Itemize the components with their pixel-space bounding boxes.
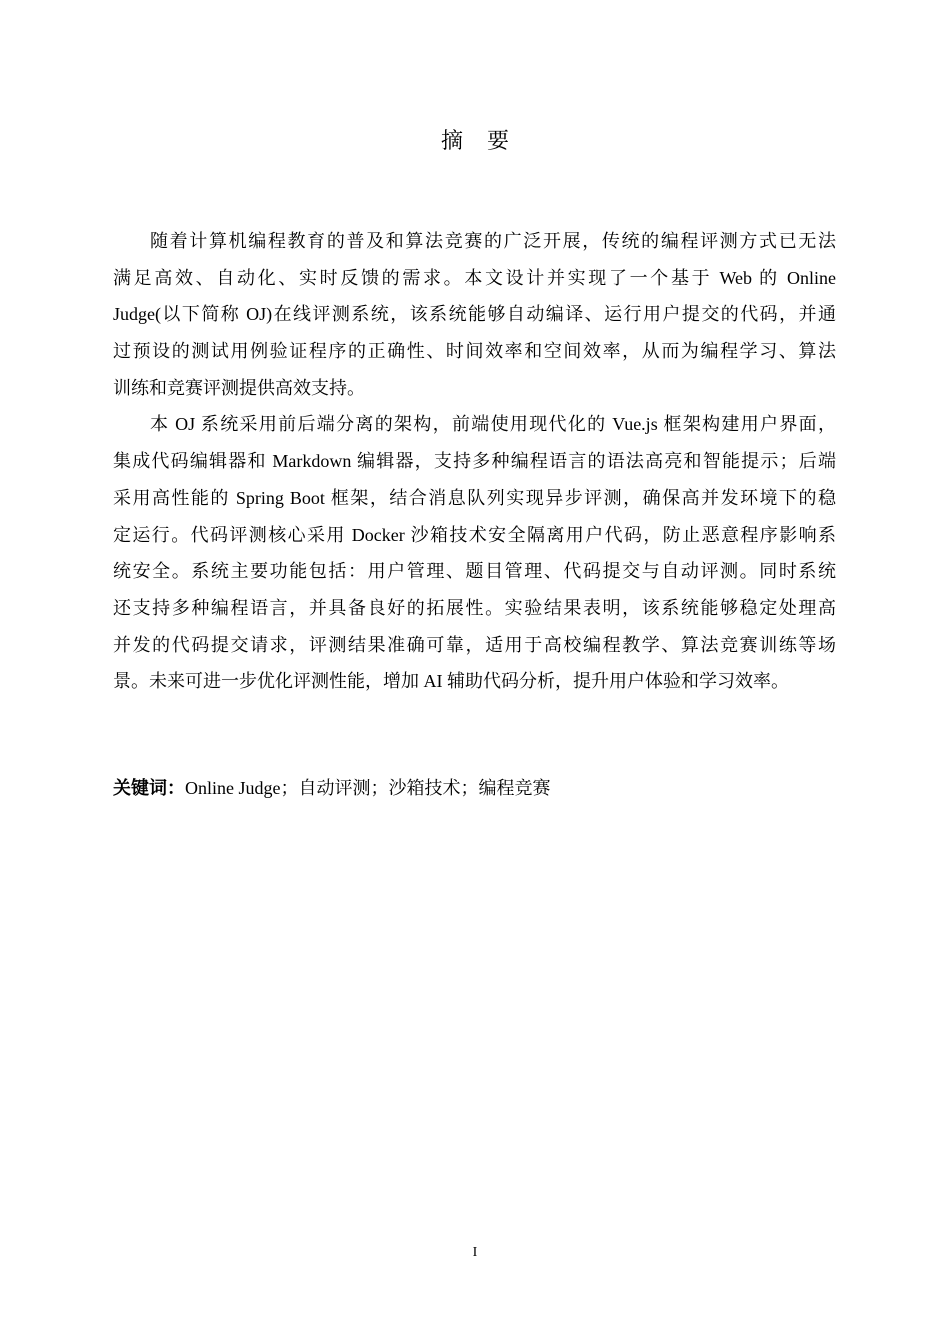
paragraph-line: 随着计算机编程教育的普及和算法竞赛的广泛开展，传统的编程评测方式已无法 (150, 231, 836, 251)
paragraph-line: 定运行。代码评测核心采用 Docker 沙箱技术安全隔离用户代码，防止恶意程序影响系 (113, 524, 836, 545)
paragraph-line: 集成代码编辑器和 Markdown 编辑器，支持多种编程语言的语法高亮和智能提示；后端 (113, 451, 836, 472)
abstract-paragraph (113, 409, 836, 703)
paragraph-line: 统安全。系统主要功能包括：用户管理、题目管理、代码提交与自动评测。同时系统 (113, 561, 836, 582)
paragraph-line: 本 OJ 系统采用前后端分离的架构，前端使用现代化的 Vue.js 框架构建用户界面， (150, 414, 836, 435)
page-title: 摘要 (440, 128, 533, 153)
paragraph-line: 采用高性能的 Spring Boot 框架，结合消息队列实现异步评测，确保高并发环境下的稳 (113, 487, 836, 508)
page-number: I (472, 1245, 478, 1260)
paragraph-line: 并发的代码提交请求，评测结果准确可靠，适用于高校编程教学、算法竞赛训练等场 (113, 634, 836, 655)
paragraph-line: 过预设的测试用例验证程序的正确性、时间效率和空间效率，从而为编程学习、算法 (113, 341, 836, 362)
paragraph-line: Judge(以下简称 OJ)在线评测系统，该系统能够自动编译、运行用户提交的代码，并通 (113, 304, 836, 325)
abstract-paragraph (113, 226, 836, 409)
keywords-label: 关键词： (113, 778, 185, 798)
paragraph-line: 满足高效、自动化、实时反馈的需求。本文设计并实现了一个基于 Web 的 Online (113, 267, 836, 288)
abstract-body (113, 226, 836, 703)
paragraph-line: 还支持多种编程语言，并具备良好的拓展性。实验结果表明，该系统能够稳定处理高 (113, 597, 836, 618)
paragraph-line: 训练和竞赛评测提供高效支持。 (113, 377, 365, 398)
keywords (113, 774, 550, 800)
keywords-value: Online Judge；自动评测；沙箱技术；编程竞赛 (185, 778, 551, 798)
paragraph-line: 景。未来可进一步优化评测性能，增加 AI 辅助代码分析，提升用户体验和学习效率。 (113, 671, 789, 692)
